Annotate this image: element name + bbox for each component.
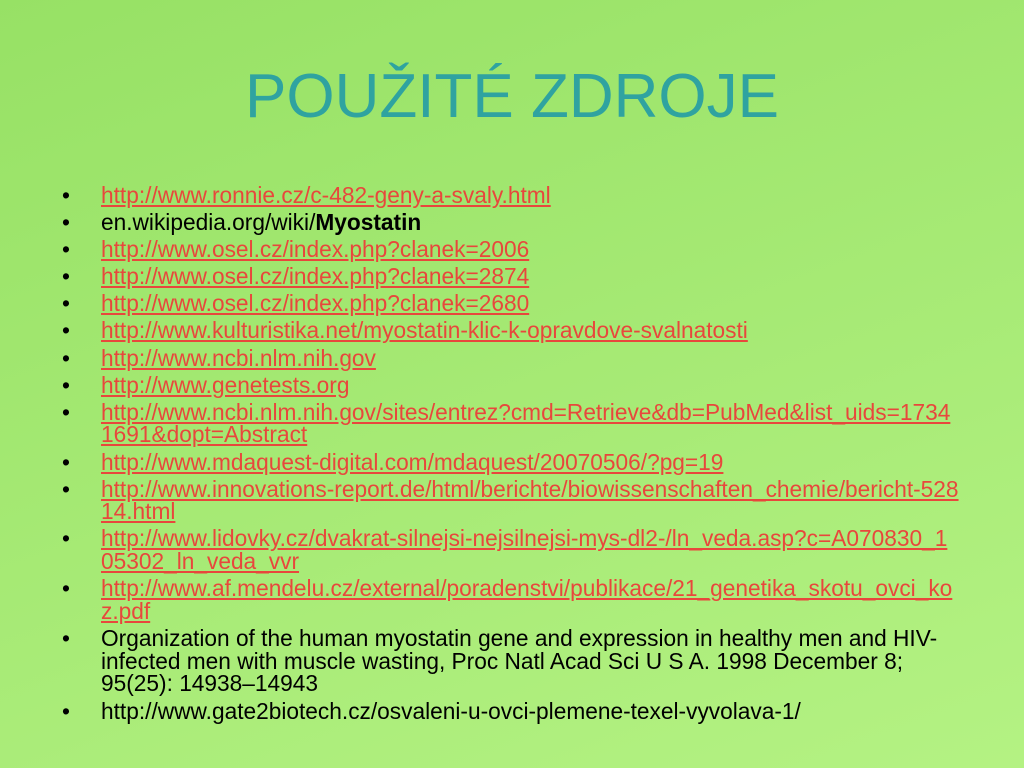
bullet-marker: • [62,263,70,290]
source-link[interactable]: http://www.osel.cz/index.php?clanek=2874 [101,263,530,290]
sources-list [62,182,959,724]
source-link[interactable]: http://www.mdaquest-digital.com/mdaquest/20070506/?pg=19 [101,448,724,475]
source-link[interactable]: http://www.genetests.org [101,371,350,398]
source-item [62,290,959,317]
bullet-marker: • [62,344,70,371]
bullet-marker: • [62,371,70,398]
bullet-marker: • [62,625,70,652]
bullet-marker: • [62,475,70,502]
source-item [62,344,959,371]
source-item [62,371,959,398]
source-link[interactable]: http://www.kulturistika.net/myostatin-klic-k-opravdove-svalnatosti [101,317,748,344]
bullet-marker: • [62,448,70,475]
source-link[interactable]: http://www.lidovky.cz/dvakrat-silnejsi-nejsilnejsi-mys-dl2-/ln_veda.asp?c=A070830_105302_ln_veda_vvr [101,525,948,575]
bullet-marker: • [62,209,70,236]
source-item [62,575,959,624]
source-bold-term: Myostatin [315,209,422,236]
source-item [62,317,959,344]
source-link[interactable]: http://www.af.mendelu.cz/external/poradenstvi/publikace/21_genetika_skotu_ovci_koz.pdf [101,575,953,624]
source-text: Organization of the human myostatin gene and expression in healthy men and HIV-infected men with muscle wasting, Proc Natl Acad Sci U S A. 1998 December 8; 95(25): 14938–14943 [101,625,938,697]
source-text: http://www.gate2biotech.cz/osvaleni-u-ovci-plemene-texel-vyvolava-1/ [101,697,801,724]
source-text: en.wikipedia.org/wiki/ [101,209,316,236]
bullet-marker: • [62,575,70,602]
source-item [62,398,959,448]
source-item [62,236,959,263]
source-link[interactable]: http://www.ronnie.cz/c-482-geny-a-svaly.html [101,182,551,208]
bullet-marker: • [62,290,70,317]
bullet-marker: • [62,182,70,208]
source-link[interactable]: http://www.innovations-report.de/html/berichte/biowissenschaften_chemie/bericht-52814.html [101,475,959,525]
bullet-marker: • [62,398,70,425]
source-item [62,475,959,525]
source-item [62,182,959,208]
source-link[interactable]: http://www.ncbi.nlm.nih.gov/sites/entrez?cmd=Retrieve&db=PubMed&list_uids=17341691&dopt=Abstract [101,398,951,448]
source-item [62,625,959,697]
bullet-marker: • [62,236,70,263]
bullet-marker: • [62,525,70,552]
source-item [62,525,959,575]
source-link[interactable]: http://www.ncbi.nlm.nih.gov [101,344,376,371]
bullet-marker: • [62,697,70,724]
source-item [62,448,959,475]
source-item [62,263,959,290]
source-link[interactable]: http://www.osel.cz/index.php?clanek=2006 [101,236,530,263]
slide-title: POUŽITÉ ZDROJE [245,62,779,131]
source-item [62,209,959,236]
source-item [62,697,959,724]
source-link[interactable]: http://www.osel.cz/index.php?clanek=2680 [101,290,530,317]
bullet-marker: • [62,317,70,344]
